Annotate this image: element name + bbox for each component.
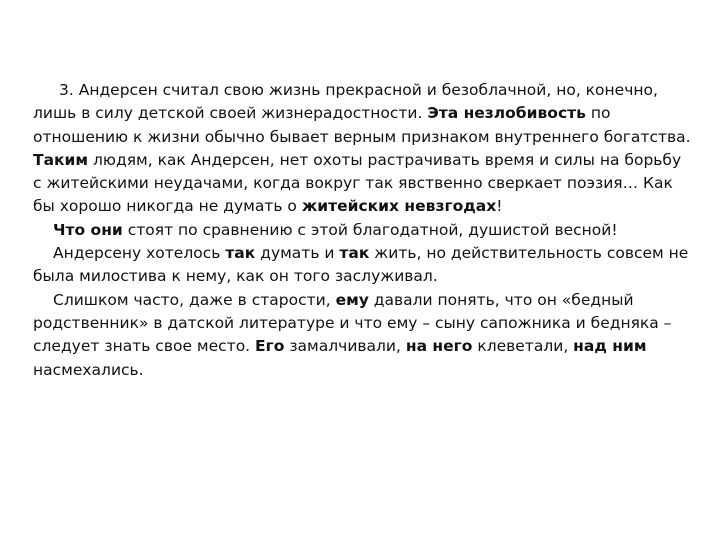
bold-phrase: ему <box>335 290 369 309</box>
paragraph-4 <box>33 289 693 382</box>
text-segment: насмехались. <box>33 360 144 379</box>
text-segment: клеветали, <box>472 337 574 356</box>
paragraph-3 <box>33 242 693 289</box>
bold-phrase: Его <box>255 337 285 356</box>
bold-phrase: над ним <box>573 337 647 356</box>
bold-phrase: так <box>339 244 370 263</box>
bold-phrase: так <box>225 244 256 263</box>
text-segment: Андерсену хотелось <box>53 244 226 263</box>
text-segment: думать и <box>255 244 340 263</box>
bold-phrase: житейских невзгодах <box>301 197 497 216</box>
bold-phrase: Эта незлобивость <box>427 104 586 123</box>
bold-phrase: Таким <box>33 150 89 169</box>
text-segment: Слишком часто, даже в старости, <box>53 290 336 309</box>
text-segment: давали понять, что он «бедный родственник» в датской литературе и что ему – сыну сапожника и бедняка – следует знать свое место. <box>33 290 672 356</box>
paragraph-1 <box>33 79 693 219</box>
text-segment: стоят по сравнению с этой благодатной, душистой весной! <box>122 220 618 239</box>
bold-phrase: на него <box>405 337 473 356</box>
text-segment: замалчивали, <box>284 337 406 356</box>
text-segment: людям, как Андерсен, нет охоты растрачивать время и силы на борьбу с житейскими неудачами, когда вокруг так явственно сверкает поэзия… Как бы хорошо никогда не думать о <box>33 150 682 216</box>
text-segment: по отношению к жизни обычно бывает верным признаком внутреннего богатства. <box>33 104 691 146</box>
paragraph-2 <box>33 219 693 242</box>
bold-phrase: Что они <box>53 220 123 239</box>
text-segment: ! <box>496 197 503 216</box>
text-segment: 3. Андерсен считал свою жизнь прекрасной и безоблачной, но, конечно, лишь в силу детской своей жизнерадостности. <box>33 81 658 123</box>
text-segment: жить, но действительность совсем не была милостива к нему, как он того заслуживал. <box>33 244 689 286</box>
document-text <box>33 79 693 382</box>
